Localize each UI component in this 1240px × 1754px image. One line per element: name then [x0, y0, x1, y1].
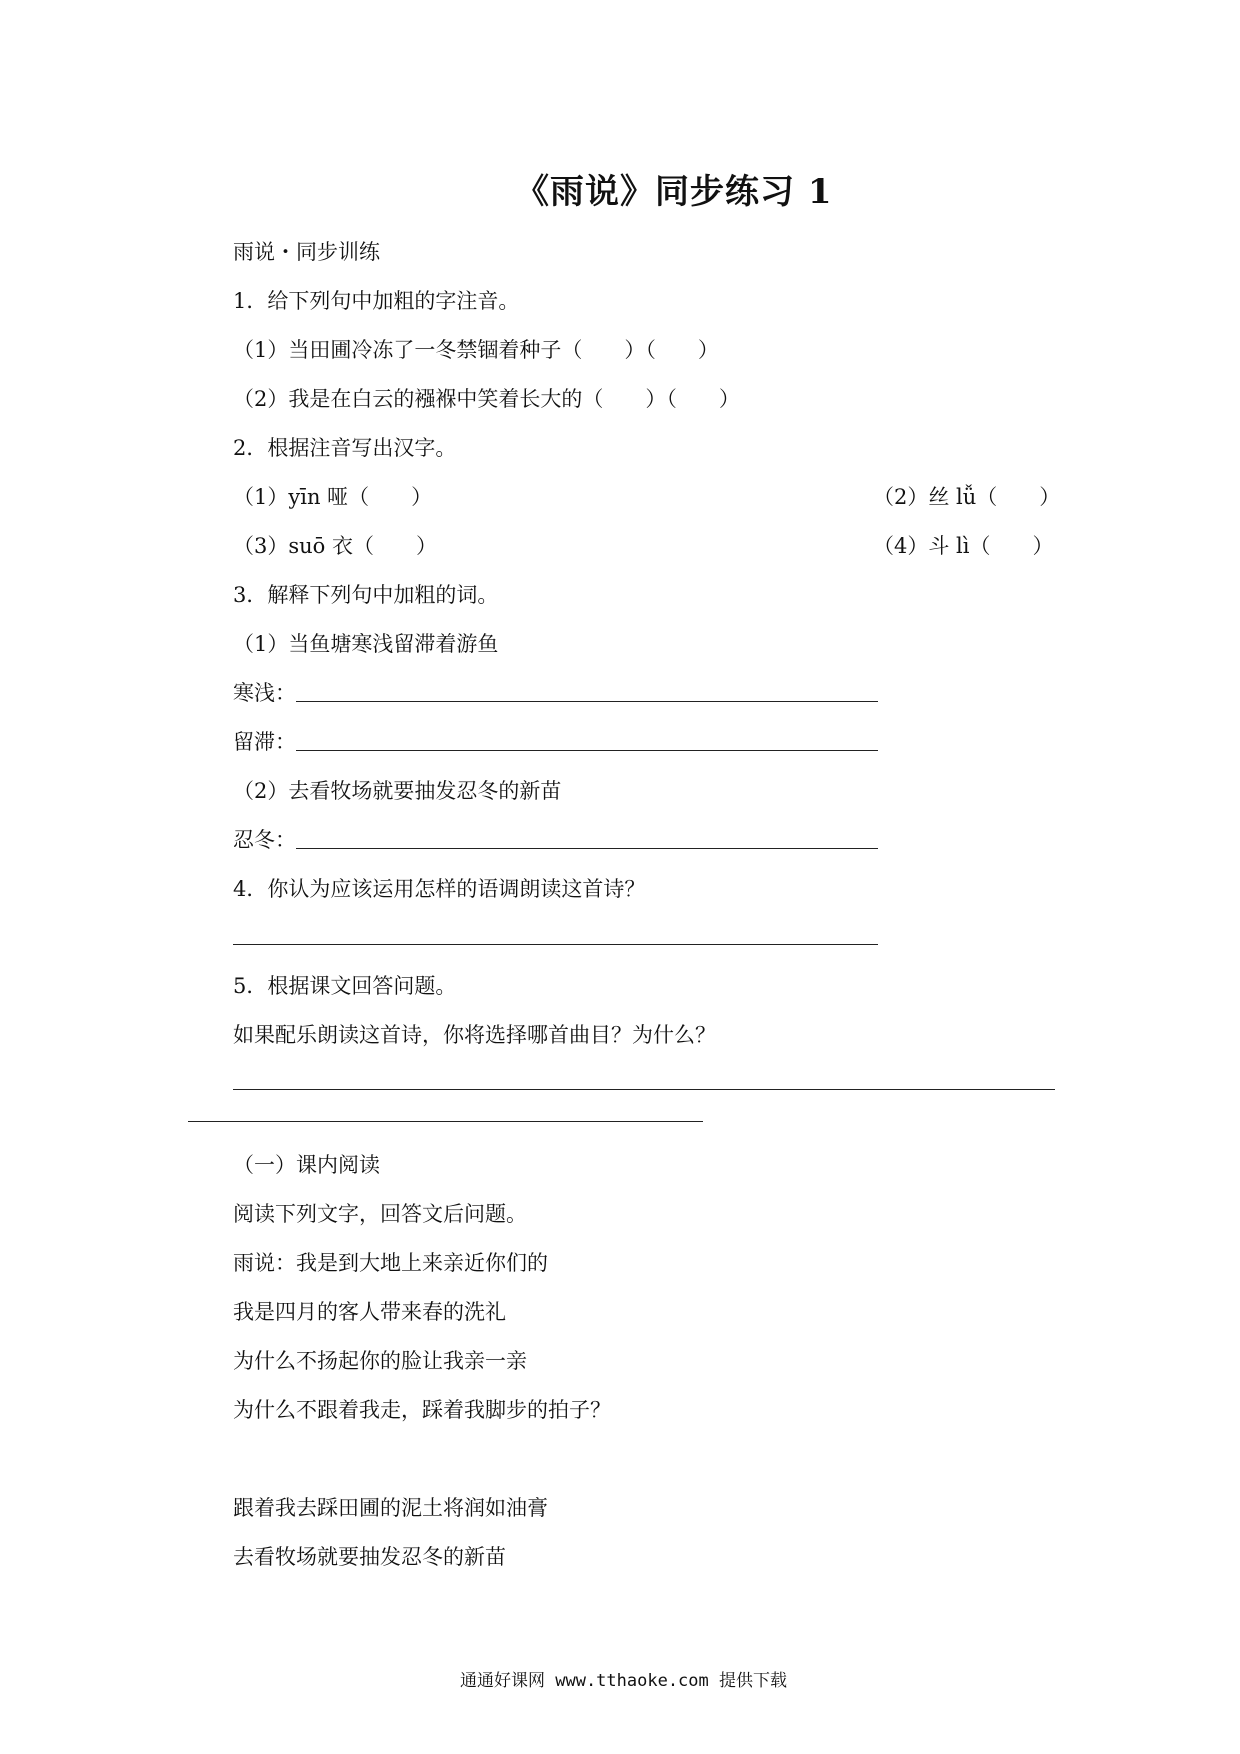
- answer-line-5[interactable]: [233, 1089, 1055, 1090]
- q3-sentence-2: （2）去看牧场就要抽发忍冬的新苗: [233, 779, 562, 803]
- q3-sentence-1: （1）当鱼塘寒浅留滞着游鱼: [233, 632, 499, 656]
- poem-line-6: 去看牧场就要抽发忍冬的新苗: [233, 1545, 506, 1569]
- reading-instruction: 阅读下列文字，回答文后问题。: [233, 1202, 527, 1226]
- q3-prompt: 3．解释下列句中加粗的词。: [233, 583, 499, 607]
- q5-question: 如果配乐朗读这首诗，你将选择哪首曲目？为什么？: [233, 1023, 716, 1047]
- subtitle: 雨说・同步训练: [233, 240, 380, 264]
- answer-line-1[interactable]: [296, 701, 878, 702]
- poem-line-1: 雨说：我是到大地上来亲近你们的: [233, 1251, 548, 1275]
- q3-term-3-label: 忍冬：: [233, 828, 296, 852]
- q3-term-1-label: 寒浅：: [233, 681, 296, 705]
- poem-line-2: 我是四月的客人带来春的洗礼: [233, 1300, 506, 1324]
- answer-line-4[interactable]: [233, 944, 878, 945]
- q2-item-3: （3）suō 衣（ ）: [233, 534, 437, 558]
- poem-line-5: 跟着我去踩田圃的泥土将润如油膏: [233, 1496, 548, 1520]
- q1-item-2: （2）我是在白云的襁褓中笑着长大的（ ）（ ）: [233, 387, 740, 411]
- q2-item-2: （2）丝 lǚ（ ）: [873, 485, 1061, 509]
- page-title: 《雨说》同步练习 1: [515, 172, 833, 212]
- q2-prompt: 2．根据注音写出汉字。: [233, 436, 457, 460]
- q1-item-1: （1）当田圃冷冻了一冬禁锢着种子（ ）（ ）: [233, 338, 719, 362]
- q4-prompt: 4．你认为应该运用怎样的语调朗读这首诗？: [233, 877, 646, 901]
- poem-line-4: 为什么不跟着我走，踩着我脚步的拍子？: [233, 1398, 611, 1422]
- reading-heading: （一）课内阅读: [233, 1153, 380, 1177]
- q3-term-2-label: 留滞：: [233, 730, 296, 754]
- answer-line-3[interactable]: [296, 848, 878, 849]
- q1-prompt: 1．给下列句中加粗的字注音。: [233, 289, 520, 313]
- q2-item-4: （4）斗 lì（ ）: [873, 534, 1054, 558]
- q2-item-1: （1）yīn 哑（ ）: [233, 485, 433, 509]
- page-footer[interactable]: 通通好课网 www.tthaoke.com 提供下载: [460, 1671, 787, 1691]
- q5-prompt: 5．根据课文回答问题。: [233, 974, 457, 998]
- answer-line-2[interactable]: [296, 750, 878, 751]
- section-divider: [188, 1121, 703, 1122]
- poem-line-3: 为什么不扬起你的脸让我亲一亲: [233, 1349, 527, 1373]
